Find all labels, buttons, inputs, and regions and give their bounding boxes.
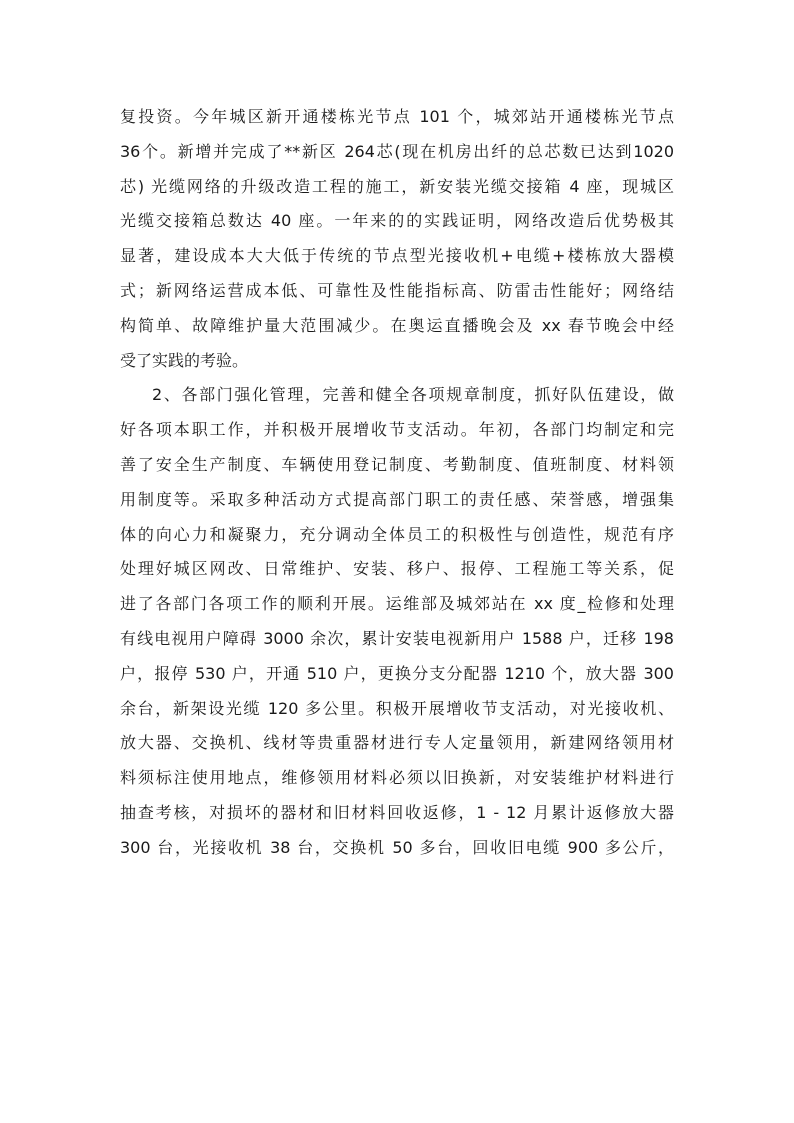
text-line: 抽查考核，对损坏的器材和旧材料回收返修，1 - 12 月累计返修放大器 [120,802,674,822]
paragraph-network-upgrade [120,100,674,378]
text-line: 36个。新增并完成了**新区 264芯(现在机房出纤的总芯数已达到1020 [120,141,674,161]
text-line: 料须标注使用地点，维修领用材料必须以旧换新，对安装维护材料进行 [120,768,674,788]
paragraph-department-management [120,378,674,865]
text-line: 构简单、故障维护量大范围减少。在奥运直播晚会及 xx 春节晚会中经 [120,315,674,335]
document-body [120,100,674,866]
text-line: 余台，新架设光缆 120 多公里。积极开展增收节支活动，对光接收机、 [120,698,674,718]
text-line: 芯) 光缆网络的升级改造工程的施工，新安装光缆交接箱 4 座，现城区 [120,176,674,196]
text-line: 显著，建设成本大大低于传统的节点型光接收机+电缆+楼栋放大器模 [120,246,674,266]
text-line: 光缆交接箱总数达 40 座。一年来的的实践证明，网络改造后优势极其 [120,211,674,231]
text-line: 有线电视用户障碍 3000 余次，累计安装电视新用户 1588 户，迁移 198 [120,628,674,648]
text-line: 300 台，光接收机 38 台，交换机 50 多台，回收旧电缆 900 多公斤， [120,837,674,857]
text-line: 处理好城区网改、日常维护、安装、移户、报停、工程施工等关系，促 [120,559,674,579]
text-line: 放大器、交换机、线材等贵重器材进行专人定量领用，新建网络领用材 [120,733,674,753]
text-line: 用制度等。采取多种活动方式提高部门职工的责任感、荣誉感，增强集 [120,489,674,509]
text-line: 体的向心力和凝聚力，充分调动全体员工的积极性与创造性，规范有序 [120,524,674,544]
text-line: 进了各部门各项工作的顺利开展。运维部及城郊站在 xx 度_检修和处理 [120,594,674,614]
text-line: 受了实践的考验。 [120,350,249,370]
text-line: 善了安全生产制度、车辆使用登记制度、考勤制度、值班制度、材料领 [120,454,674,474]
text-line: 式；新网络运营成本低、可靠性及性能指标高、防雷击性能好；网络结 [120,280,674,300]
text-line: 复投资。今年城区新开通楼栋光节点 101 个，城郊站开通楼栋光节点 [120,107,674,126]
text-line: 户，报停 530 户，开通 510 户，更换分支分配器 1210 个，放大器 300 [120,663,674,683]
text-line: 好各项本职工作，并积极开展增收节支活动。年初，各部门均制定和完 [120,420,674,440]
text-line: 2、各部门强化管理，完善和健全各项规章制度，抓好队伍建设，做 [152,385,674,405]
